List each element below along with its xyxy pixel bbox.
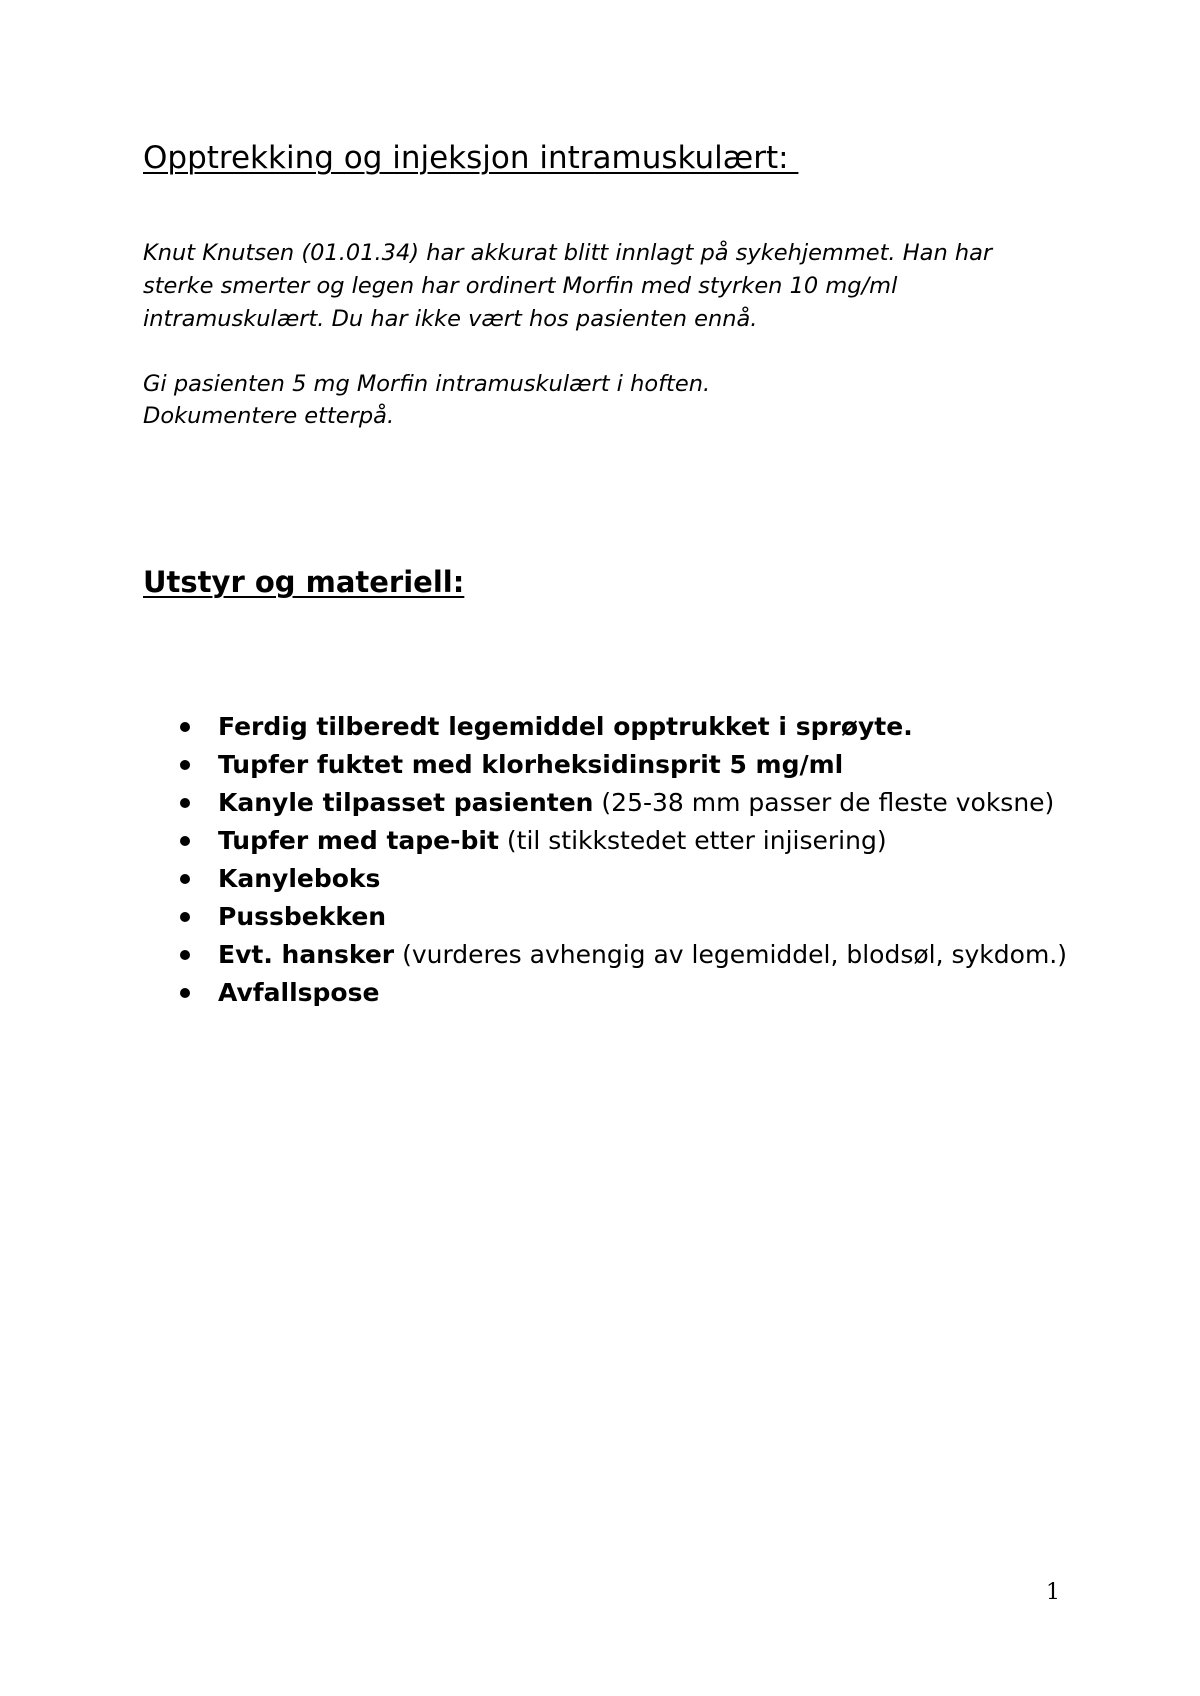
- list-item: [175, 784, 1075, 822]
- page-number: 1: [1046, 1580, 1060, 1605]
- item-note: (til stikkstedet etter injisering): [498, 826, 887, 855]
- list-item: [175, 936, 1075, 974]
- list-item: [175, 708, 1075, 746]
- bullet-icon: [180, 836, 190, 846]
- bullet-icon: [180, 722, 190, 732]
- item-label: Avfallspose: [218, 978, 380, 1007]
- list-item: [175, 860, 1075, 898]
- bullet-icon: [180, 912, 190, 922]
- item-note: (25-38 mm passer de fleste voksne): [593, 788, 1055, 817]
- item-label: Evt. hansker: [218, 940, 395, 969]
- item-label: Kanyle tilpasset pasienten: [218, 788, 594, 817]
- equipment-list: [175, 708, 1075, 1012]
- list-item: [175, 898, 1075, 936]
- task-line: Gi pasienten 5 mg Morfin intramuskulært i hoften.: [143, 371, 711, 397]
- bullet-icon: [180, 988, 190, 998]
- task-instructions: [143, 368, 1043, 432]
- list-item: [175, 974, 1075, 1012]
- document-title: Opptrekking og injeksjon intramuskulært:: [143, 140, 799, 176]
- item-label: Tupfer med tape-bit: [218, 826, 499, 855]
- list-item: [175, 746, 1075, 784]
- item-note: (vurderes avhengig av legemiddel, blodsøl, sykdom.): [394, 940, 1068, 969]
- item-label: Tupfer fuktet med klorheksidinsprit 5 mg/ml: [218, 750, 844, 779]
- bullet-icon: [180, 760, 190, 770]
- task-line: Dokumentere etterpå.: [143, 403, 395, 429]
- case-description: Knut Knutsen (01.01.34) har akkurat blitt innlagt på sykehjemmet. Han har sterke smerter og legen har ordinert Morfin med styrken 10 mg/ml intramuskulært. Du har ikke vært hos pasienten ennå.: [143, 240, 993, 332]
- item-label: Ferdig tilberedt legemiddel opptrukket i sprøyte.: [218, 712, 913, 741]
- bullet-icon: [180, 874, 190, 884]
- bullet-icon: [180, 798, 190, 808]
- item-label: Pussbekken: [218, 902, 387, 931]
- equipment-heading: Utstyr og materiell:: [143, 565, 465, 599]
- item-label: Kanyleboks: [218, 864, 381, 893]
- bullet-icon: [180, 950, 190, 960]
- list-item: [175, 822, 1075, 860]
